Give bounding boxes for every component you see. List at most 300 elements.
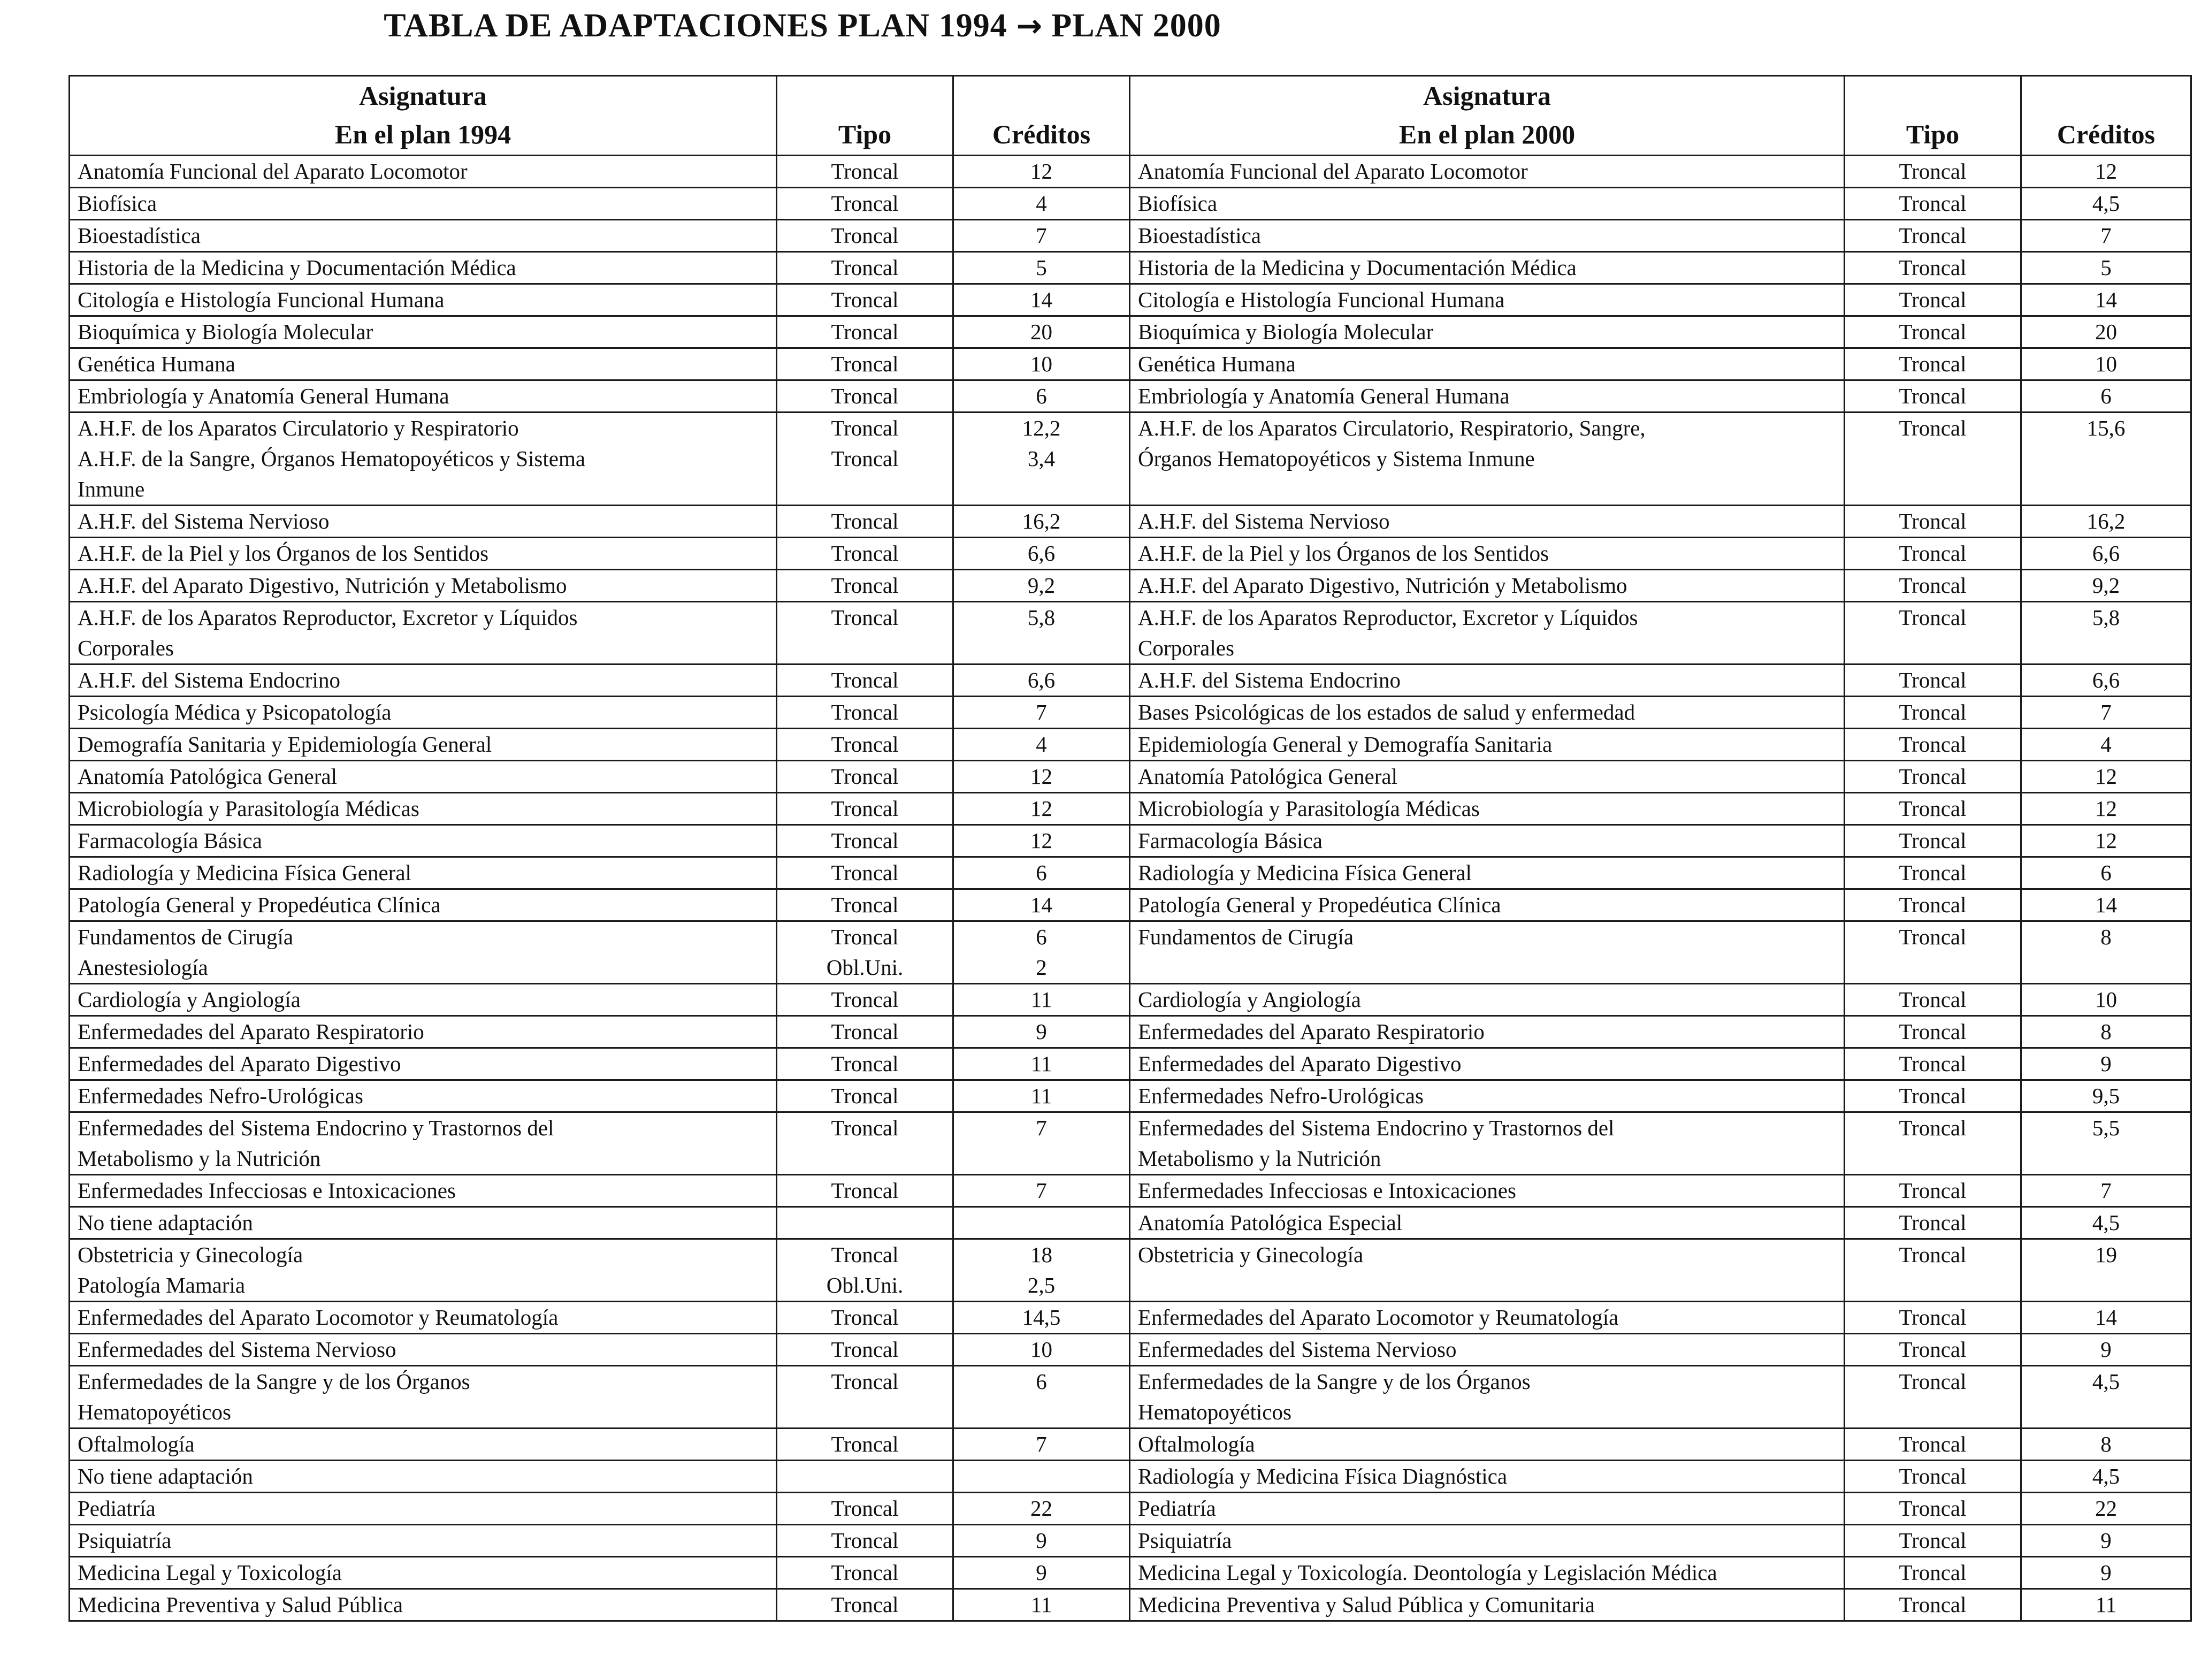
type-2000-cell xyxy=(1845,1589,2021,1621)
table-body xyxy=(70,156,2191,1621)
subject-2000-cell xyxy=(1130,1302,1845,1334)
credits-1994-cell xyxy=(953,538,1130,570)
credits-2000-value: 12 xyxy=(2095,828,2117,853)
subject-1994-name: Bioestadística xyxy=(78,223,201,248)
credits-1994-value: 9 xyxy=(1036,1528,1047,1553)
type-2000-value: Troncal xyxy=(1899,223,1967,248)
credits-2000-value: 16,2 xyxy=(2086,509,2126,533)
table-row xyxy=(70,889,2191,921)
credits-2000-value: 14 xyxy=(2095,892,2117,917)
credits-2000-value: 5,5 xyxy=(2092,1116,2120,1140)
credits-1994-cell xyxy=(953,252,1130,284)
header-asignatura-1994 xyxy=(70,76,777,156)
credits-2000-value: 4,5 xyxy=(2092,191,2120,216)
subject-1994-cell xyxy=(70,1589,777,1621)
credits-2000-cell xyxy=(2021,602,2191,665)
type-1994-value: Troncal xyxy=(831,1051,899,1076)
type-1994-cell xyxy=(777,1175,953,1207)
subject-2000-name: A.H.F. del Aparato Digestivo, Nutrición y Metabolismo xyxy=(1138,573,1627,598)
type-1994-cell xyxy=(777,761,953,793)
table-row xyxy=(70,1461,2191,1493)
subject-2000-cell xyxy=(1130,1525,1845,1557)
credits-1994-cell xyxy=(953,1461,1130,1493)
subject-1994-name: Metabolismo y la Nutrición xyxy=(78,1146,321,1171)
table-row xyxy=(70,1048,2191,1080)
credits-2000-cell xyxy=(2021,348,2191,380)
credits-1994-value: 10 xyxy=(1030,1337,1052,1362)
credits-2000-cell xyxy=(2021,697,2191,729)
credits-2000-value: 5 xyxy=(2100,255,2112,280)
subject-1994-name: Patología General y Propedéutica Clínica xyxy=(78,892,441,917)
subject-2000-name: Radiología y Medicina Física General xyxy=(1138,860,1472,885)
credits-1994-value: 6 xyxy=(1036,860,1047,885)
subject-1994-name: Enfermedades del Sistema Nervioso xyxy=(78,1337,396,1362)
type-2000-cell xyxy=(1845,921,2021,984)
subject-1994-cell xyxy=(70,984,777,1016)
credits-1994-cell xyxy=(953,921,1130,984)
table-row xyxy=(70,1366,2191,1429)
type-1994-cell xyxy=(777,506,953,538)
table-row xyxy=(70,665,2191,697)
credits-2000-cell xyxy=(2021,889,2191,921)
type-1994-cell xyxy=(777,538,953,570)
subject-1994-name: Radiología y Medicina Física General xyxy=(78,860,411,885)
subject-2000-cell xyxy=(1130,1239,1845,1302)
subject-1994-cell xyxy=(70,729,777,761)
credits-1994-value: 5 xyxy=(1036,255,1047,280)
subject-1994-name: Bioquímica y Biología Molecular xyxy=(78,319,373,344)
type-2000-value: Troncal xyxy=(1899,987,1967,1012)
credits-2000-cell xyxy=(2021,1589,2191,1621)
type-1994-value: Troncal xyxy=(831,541,899,566)
subject-1994-name: A.H.F. de los Aparatos Reproductor, Excretor y Líquidos xyxy=(78,605,578,630)
header-tipo-1994: Tipo xyxy=(777,76,953,156)
subject-2000-name: A.H.F. de los Aparatos Reproductor, Excretor y Líquidos xyxy=(1138,605,1638,630)
type-2000-cell xyxy=(1845,156,2021,188)
credits-2000-cell xyxy=(2021,252,2191,284)
type-1994-cell xyxy=(777,220,953,252)
type-2000-cell xyxy=(1845,1112,2021,1175)
subject-2000-name: Farmacología Básica xyxy=(1138,828,1323,853)
credits-2000-value: 4 xyxy=(2100,732,2112,757)
type-1994-cell xyxy=(777,413,953,506)
table-row xyxy=(70,921,2191,984)
subject-1994-name: Enfermedades de la Sangre y de los Órganos xyxy=(78,1369,470,1394)
credits-2000-value: 7 xyxy=(2100,1178,2112,1203)
table-row xyxy=(70,1239,2191,1302)
subject-2000-name: Citología e Histología Funcional Humana xyxy=(1138,287,1505,312)
subject-2000-cell xyxy=(1130,506,1845,538)
type-2000-value: Troncal xyxy=(1899,1178,1967,1203)
subject-1994-cell xyxy=(70,1557,777,1589)
subject-1994-cell xyxy=(70,156,777,188)
subject-2000-name: A.H.F. de la Piel y los Órganos de los Sentidos xyxy=(1138,541,1549,566)
credits-2000-value: 4,5 xyxy=(2092,1464,2120,1488)
type-1994-value: Troncal xyxy=(831,1528,899,1553)
subject-2000-name: Enfermedades del Sistema Endocrino y Trastornos del xyxy=(1138,1116,1615,1140)
credits-1994-cell xyxy=(953,1429,1130,1461)
page-title xyxy=(0,4,1605,47)
credits-2000-cell xyxy=(2021,1016,2191,1048)
type-2000-value: Troncal xyxy=(1899,1051,1967,1076)
credits-2000-cell xyxy=(2021,1366,2191,1429)
type-2000-cell xyxy=(1845,889,2021,921)
type-1994-value: Troncal xyxy=(831,416,899,440)
credits-1994-value: 7 xyxy=(1036,1116,1047,1140)
type-2000-value: Troncal xyxy=(1899,1116,1967,1140)
credits-1994-value: 18 xyxy=(1030,1242,1052,1267)
type-2000-value: Troncal xyxy=(1899,1210,1967,1235)
type-1994-cell xyxy=(777,602,953,665)
subject-2000-cell xyxy=(1130,761,1845,793)
subject-2000-cell xyxy=(1130,156,1845,188)
credits-2000-value: 7 xyxy=(2100,700,2112,724)
subject-2000-cell xyxy=(1130,1207,1845,1239)
credits-1994-cell xyxy=(953,188,1130,220)
credits-2000-value: 9 xyxy=(2100,1051,2112,1076)
credits-1994-value: 14 xyxy=(1030,287,1052,312)
credits-2000-cell xyxy=(2021,284,2191,316)
subject-1994-cell xyxy=(70,1366,777,1429)
type-2000-value: Troncal xyxy=(1899,191,1967,216)
subject-1994-name: Patología Mamaria xyxy=(78,1273,246,1297)
type-2000-value: Troncal xyxy=(1899,287,1967,312)
header-creditos-1994: Créditos xyxy=(953,76,1130,156)
subject-2000-cell xyxy=(1130,1112,1845,1175)
type-1994-value: Troncal xyxy=(831,446,899,471)
subject-2000-cell xyxy=(1130,1016,1845,1048)
subject-1994-name: No tiene adaptación xyxy=(78,1464,253,1488)
adaptation-table xyxy=(68,75,2192,1622)
credits-1994-value: 4 xyxy=(1036,191,1047,216)
type-1994-cell xyxy=(777,1366,953,1429)
subject-2000-name: Enfermedades Infecciosas e Intoxicaciones xyxy=(1138,1178,1516,1203)
credits-1994-value: 9,2 xyxy=(1027,573,1056,598)
subject-1994-name: Enfermedades Nefro-Urológicas xyxy=(78,1083,363,1108)
credits-1994-cell xyxy=(953,1016,1130,1048)
type-2000-value: Troncal xyxy=(1899,1528,1967,1553)
subject-2000-cell xyxy=(1130,1175,1845,1207)
table-row xyxy=(70,1589,2191,1621)
credits-1994-value: 7 xyxy=(1036,1432,1047,1456)
type-2000-cell xyxy=(1845,1016,2021,1048)
credits-1994-cell xyxy=(953,1048,1130,1080)
subject-1994-cell xyxy=(70,188,777,220)
type-2000-value: Troncal xyxy=(1899,1019,1967,1044)
type-1994-cell xyxy=(777,1429,953,1461)
subject-1994-cell xyxy=(70,348,777,380)
type-2000-cell xyxy=(1845,1175,2021,1207)
subject-2000-name: Oftalmología xyxy=(1138,1432,1255,1456)
credits-1994-value: 5,8 xyxy=(1027,605,1056,630)
credits-2000-cell xyxy=(2021,1207,2191,1239)
subject-1994-cell xyxy=(70,665,777,697)
subject-1994-cell xyxy=(70,220,777,252)
type-1994-cell xyxy=(777,1334,953,1366)
subject-2000-name: Enfermedades del Aparato Respiratorio xyxy=(1138,1019,1485,1044)
subject-2000-cell xyxy=(1130,1048,1845,1080)
type-2000-cell xyxy=(1845,413,2021,506)
credits-2000-cell xyxy=(2021,1493,2191,1525)
subject-2000-cell xyxy=(1130,220,1845,252)
credits-1994-cell xyxy=(953,413,1130,506)
type-2000-value: Troncal xyxy=(1899,1592,1967,1617)
type-1994-value: Troncal xyxy=(831,860,899,885)
type-2000-value: Troncal xyxy=(1899,573,1967,598)
type-1994-cell xyxy=(777,1557,953,1589)
table-row xyxy=(70,284,2191,316)
type-2000-value: Troncal xyxy=(1899,1305,1967,1330)
subject-2000-name: Anatomía Funcional del Aparato Locomotor xyxy=(1138,159,1528,184)
credits-1994-cell xyxy=(953,1080,1130,1112)
subject-1994-cell xyxy=(70,697,777,729)
subject-1994-name: A.H.F. de la Sangre, Órganos Hematopoyéticos y Sistema xyxy=(78,446,586,471)
type-2000-cell xyxy=(1845,1207,2021,1239)
type-1994-value: Troncal xyxy=(831,987,899,1012)
credits-2000-value: 14 xyxy=(2095,1305,2117,1330)
type-2000-cell xyxy=(1845,602,2021,665)
table-row xyxy=(70,729,2191,761)
credits-1994-cell xyxy=(953,156,1130,188)
subject-1994-name: Anatomía Funcional del Aparato Locomotor xyxy=(78,159,468,184)
subject-1994-name: Farmacología Básica xyxy=(78,828,262,853)
subject-2000-name: Metabolismo y la Nutrición xyxy=(1138,1146,1381,1171)
type-1994-value: Troncal xyxy=(831,732,899,757)
subject-2000-cell xyxy=(1130,793,1845,825)
credits-2000-value: 8 xyxy=(2100,925,2112,949)
title-plan-1994: TABLA DE ADAPTACIONES PLAN 1994 xyxy=(384,7,1007,44)
subject-2000-cell xyxy=(1130,1080,1845,1112)
credits-2000-value: 12 xyxy=(2095,796,2117,821)
subject-1994-name: Biofísica xyxy=(78,191,157,216)
credits-1994-cell xyxy=(953,1366,1130,1429)
subject-2000-cell xyxy=(1130,1366,1845,1429)
type-2000-cell xyxy=(1845,1429,2021,1461)
subject-1994-name: Medicina Preventiva y Salud Pública xyxy=(78,1592,403,1617)
credits-2000-value: 6,6 xyxy=(2092,541,2120,566)
type-1994-value: Troncal xyxy=(831,1116,899,1140)
credits-1994-value: 12 xyxy=(1030,828,1052,853)
credits-2000-cell xyxy=(2021,1429,2191,1461)
credits-1994-cell xyxy=(953,284,1130,316)
type-2000-cell xyxy=(1845,1493,2021,1525)
header-asignatura-2000-line1: Asignatura xyxy=(1423,81,1551,111)
subject-2000-name: A.H.F. del Sistema Endocrino xyxy=(1138,668,1401,692)
credits-2000-cell xyxy=(2021,729,2191,761)
credits-1994-value: 3,4 xyxy=(1027,446,1056,471)
type-2000-cell xyxy=(1845,665,2021,697)
type-1994-cell xyxy=(777,1112,953,1175)
credits-2000-value: 7 xyxy=(2100,223,2112,248)
subject-1994-cell xyxy=(70,889,777,921)
table-row xyxy=(70,1557,2191,1589)
credits-1994-cell xyxy=(953,316,1130,348)
type-2000-cell xyxy=(1845,1461,2021,1493)
subject-2000-name: Bioestadística xyxy=(1138,223,1262,248)
table-row xyxy=(70,697,2191,729)
type-2000-value: Troncal xyxy=(1899,541,1967,566)
credits-1994-value: 7 xyxy=(1036,700,1047,724)
credits-1994-cell xyxy=(953,889,1130,921)
subject-1994-name: Enfermedades del Sistema Endocrino y Trastornos del xyxy=(78,1116,554,1140)
credits-2000-value: 12 xyxy=(2095,764,2117,789)
subject-1994-cell xyxy=(70,825,777,857)
type-2000-cell xyxy=(1845,188,2021,220)
type-1994-value: Troncal xyxy=(831,573,899,598)
type-2000-value: Troncal xyxy=(1899,860,1967,885)
type-1994-cell xyxy=(777,889,953,921)
type-1994-cell xyxy=(777,665,953,697)
type-1994-value: Troncal xyxy=(831,668,899,692)
subject-2000-name: Bioquímica y Biología Molecular xyxy=(1138,319,1434,344)
type-2000-cell xyxy=(1845,1525,2021,1557)
subject-1994-name: Obstetricia y Ginecología xyxy=(78,1242,303,1267)
subject-2000-cell xyxy=(1130,921,1845,984)
type-2000-value: Troncal xyxy=(1899,925,1967,949)
credits-1994-value: 16,2 xyxy=(1022,509,1061,533)
table-row xyxy=(70,1207,2191,1239)
type-2000-cell xyxy=(1845,348,2021,380)
subject-1994-name: Enfermedades del Aparato Locomotor y Reumatología xyxy=(78,1305,559,1330)
type-1994-value: Troncal xyxy=(831,764,899,789)
type-2000-value: Troncal xyxy=(1899,416,1967,440)
table-row xyxy=(70,602,2191,665)
type-1994-value: Troncal xyxy=(831,1305,899,1330)
type-2000-value: Troncal xyxy=(1899,700,1967,724)
credits-2000-cell xyxy=(2021,1302,2191,1334)
type-1994-cell xyxy=(777,1080,953,1112)
type-1994-value: Troncal xyxy=(831,255,899,280)
subject-1994-name: Microbiología y Parasitología Médicas xyxy=(78,796,419,821)
credits-1994-value: 7 xyxy=(1036,1178,1047,1203)
credits-1994-value: 6 xyxy=(1036,925,1047,949)
subject-2000-name: Anatomía Patológica General xyxy=(1138,764,1397,789)
credits-1994-value: 14,5 xyxy=(1022,1305,1061,1330)
credits-1994-cell xyxy=(953,1302,1130,1334)
subject-1994-name: Psiquiatría xyxy=(78,1528,172,1553)
type-1994-cell xyxy=(777,1048,953,1080)
subject-2000-cell xyxy=(1130,889,1845,921)
credits-2000-cell xyxy=(2021,1175,2191,1207)
type-1994-value: Troncal xyxy=(831,191,899,216)
subject-1994-name: A.H.F. del Aparato Digestivo, Nutrición y Metabolismo xyxy=(78,573,567,598)
subject-2000-cell xyxy=(1130,665,1845,697)
credits-1994-value: 12 xyxy=(1030,764,1052,789)
type-2000-cell xyxy=(1845,538,2021,570)
subject-2000-cell xyxy=(1130,252,1845,284)
credits-2000-cell xyxy=(2021,1334,2191,1366)
credits-2000-value: 8 xyxy=(2100,1432,2112,1456)
subject-2000-name: A.H.F. de los Aparatos Circulatorio, Respiratorio, Sangre, xyxy=(1138,416,1646,440)
table-header xyxy=(70,76,2191,156)
subject-1994-name: Enfermedades del Aparato Digestivo xyxy=(78,1051,401,1076)
subject-2000-name: Radiología y Medicina Física Diagnóstica xyxy=(1138,1464,1508,1488)
credits-1994-cell xyxy=(953,697,1130,729)
subject-1994-name: Enfermedades Infecciosas e Intoxicaciones xyxy=(78,1178,456,1203)
subject-1994-cell xyxy=(70,1016,777,1048)
credits-2000-value: 9,2 xyxy=(2092,573,2120,598)
type-2000-value: Troncal xyxy=(1899,1369,1967,1394)
subject-1994-cell xyxy=(70,857,777,889)
credits-2000-value: 15,6 xyxy=(2086,416,2126,440)
credits-1994-cell xyxy=(953,665,1130,697)
subject-2000-cell xyxy=(1130,413,1845,506)
type-2000-value: Troncal xyxy=(1899,1432,1967,1456)
subject-1994-name: Medicina Legal y Toxicología xyxy=(78,1560,342,1585)
subject-2000-name: Historia de la Medicina y Documentación Médica xyxy=(1138,255,1577,280)
credits-2000-cell xyxy=(2021,1239,2191,1302)
subject-2000-cell xyxy=(1130,316,1845,348)
subject-1994-cell xyxy=(70,506,777,538)
type-1994-cell xyxy=(777,1525,953,1557)
subject-1994-cell xyxy=(70,538,777,570)
type-2000-value: Troncal xyxy=(1899,732,1967,757)
subject-1994-name: Genética Humana xyxy=(78,352,235,376)
subject-2000-name: Enfermedades del Sistema Nervioso xyxy=(1138,1337,1457,1362)
type-1994-value: Troncal xyxy=(831,828,899,853)
table-row xyxy=(70,761,2191,793)
type-1994-value: Troncal xyxy=(831,925,899,949)
table-row xyxy=(70,1429,2191,1461)
type-2000-cell xyxy=(1845,570,2021,602)
subject-1994-cell xyxy=(70,1493,777,1525)
type-2000-cell xyxy=(1845,729,2021,761)
subject-2000-cell xyxy=(1130,188,1845,220)
subject-1994-name: A.H.F. del Sistema Endocrino xyxy=(78,668,340,692)
credits-1994-cell xyxy=(953,1112,1130,1175)
credits-2000-value: 22 xyxy=(2095,1496,2117,1521)
type-1994-value: Troncal xyxy=(831,1242,899,1267)
subject-1994-name: Psicología Médica y Psicopatología xyxy=(78,700,392,724)
type-2000-value: Troncal xyxy=(1899,509,1967,533)
subject-1994-name: Demografía Sanitaria y Epidemiología General xyxy=(78,732,492,757)
right-arrow-icon: → xyxy=(1016,7,1043,44)
type-1994-value: Obl.Uni. xyxy=(826,955,904,980)
credits-2000-cell xyxy=(2021,984,2191,1016)
credits-2000-cell xyxy=(2021,825,2191,857)
subject-2000-name: Pediatría xyxy=(1138,1496,1216,1521)
subject-1994-cell xyxy=(70,1175,777,1207)
table-row xyxy=(70,1175,2191,1207)
credits-2000-value: 14 xyxy=(2095,287,2117,312)
table-row xyxy=(70,316,2191,348)
type-1994-value: Troncal xyxy=(831,352,899,376)
type-1994-cell xyxy=(777,252,953,284)
type-2000-cell xyxy=(1845,984,2021,1016)
type-2000-value: Troncal xyxy=(1899,352,1967,376)
type-2000-cell xyxy=(1845,1048,2021,1080)
subject-1994-name: Anestesiología xyxy=(78,955,208,980)
subject-2000-name: Anatomía Patológica Especial xyxy=(1138,1210,1403,1235)
credits-2000-cell xyxy=(2021,1048,2191,1080)
subject-2000-name: Enfermedades del Aparato Digestivo xyxy=(1138,1051,1462,1076)
subject-1994-name: Anatomía Patológica General xyxy=(78,764,337,789)
subject-1994-name: A.H.F. de los Aparatos Circulatorio y Respiratorio xyxy=(78,416,519,440)
table-row xyxy=(70,1493,2191,1525)
type-1994-value: Troncal xyxy=(831,223,899,248)
credits-2000-cell xyxy=(2021,793,2191,825)
type-2000-value: Troncal xyxy=(1899,1496,1967,1521)
title-plan-2000: PLAN 2000 xyxy=(1051,7,1221,44)
type-1994-cell xyxy=(777,793,953,825)
subject-1994-cell xyxy=(70,1461,777,1493)
credits-2000-value: 12 xyxy=(2095,159,2117,184)
type-2000-value: Troncal xyxy=(1899,668,1967,692)
type-2000-cell xyxy=(1845,1557,2021,1589)
table-row xyxy=(70,857,2191,889)
subject-2000-name: Microbiología y Parasitología Médicas xyxy=(1138,796,1480,821)
credits-1994-cell xyxy=(953,1207,1130,1239)
